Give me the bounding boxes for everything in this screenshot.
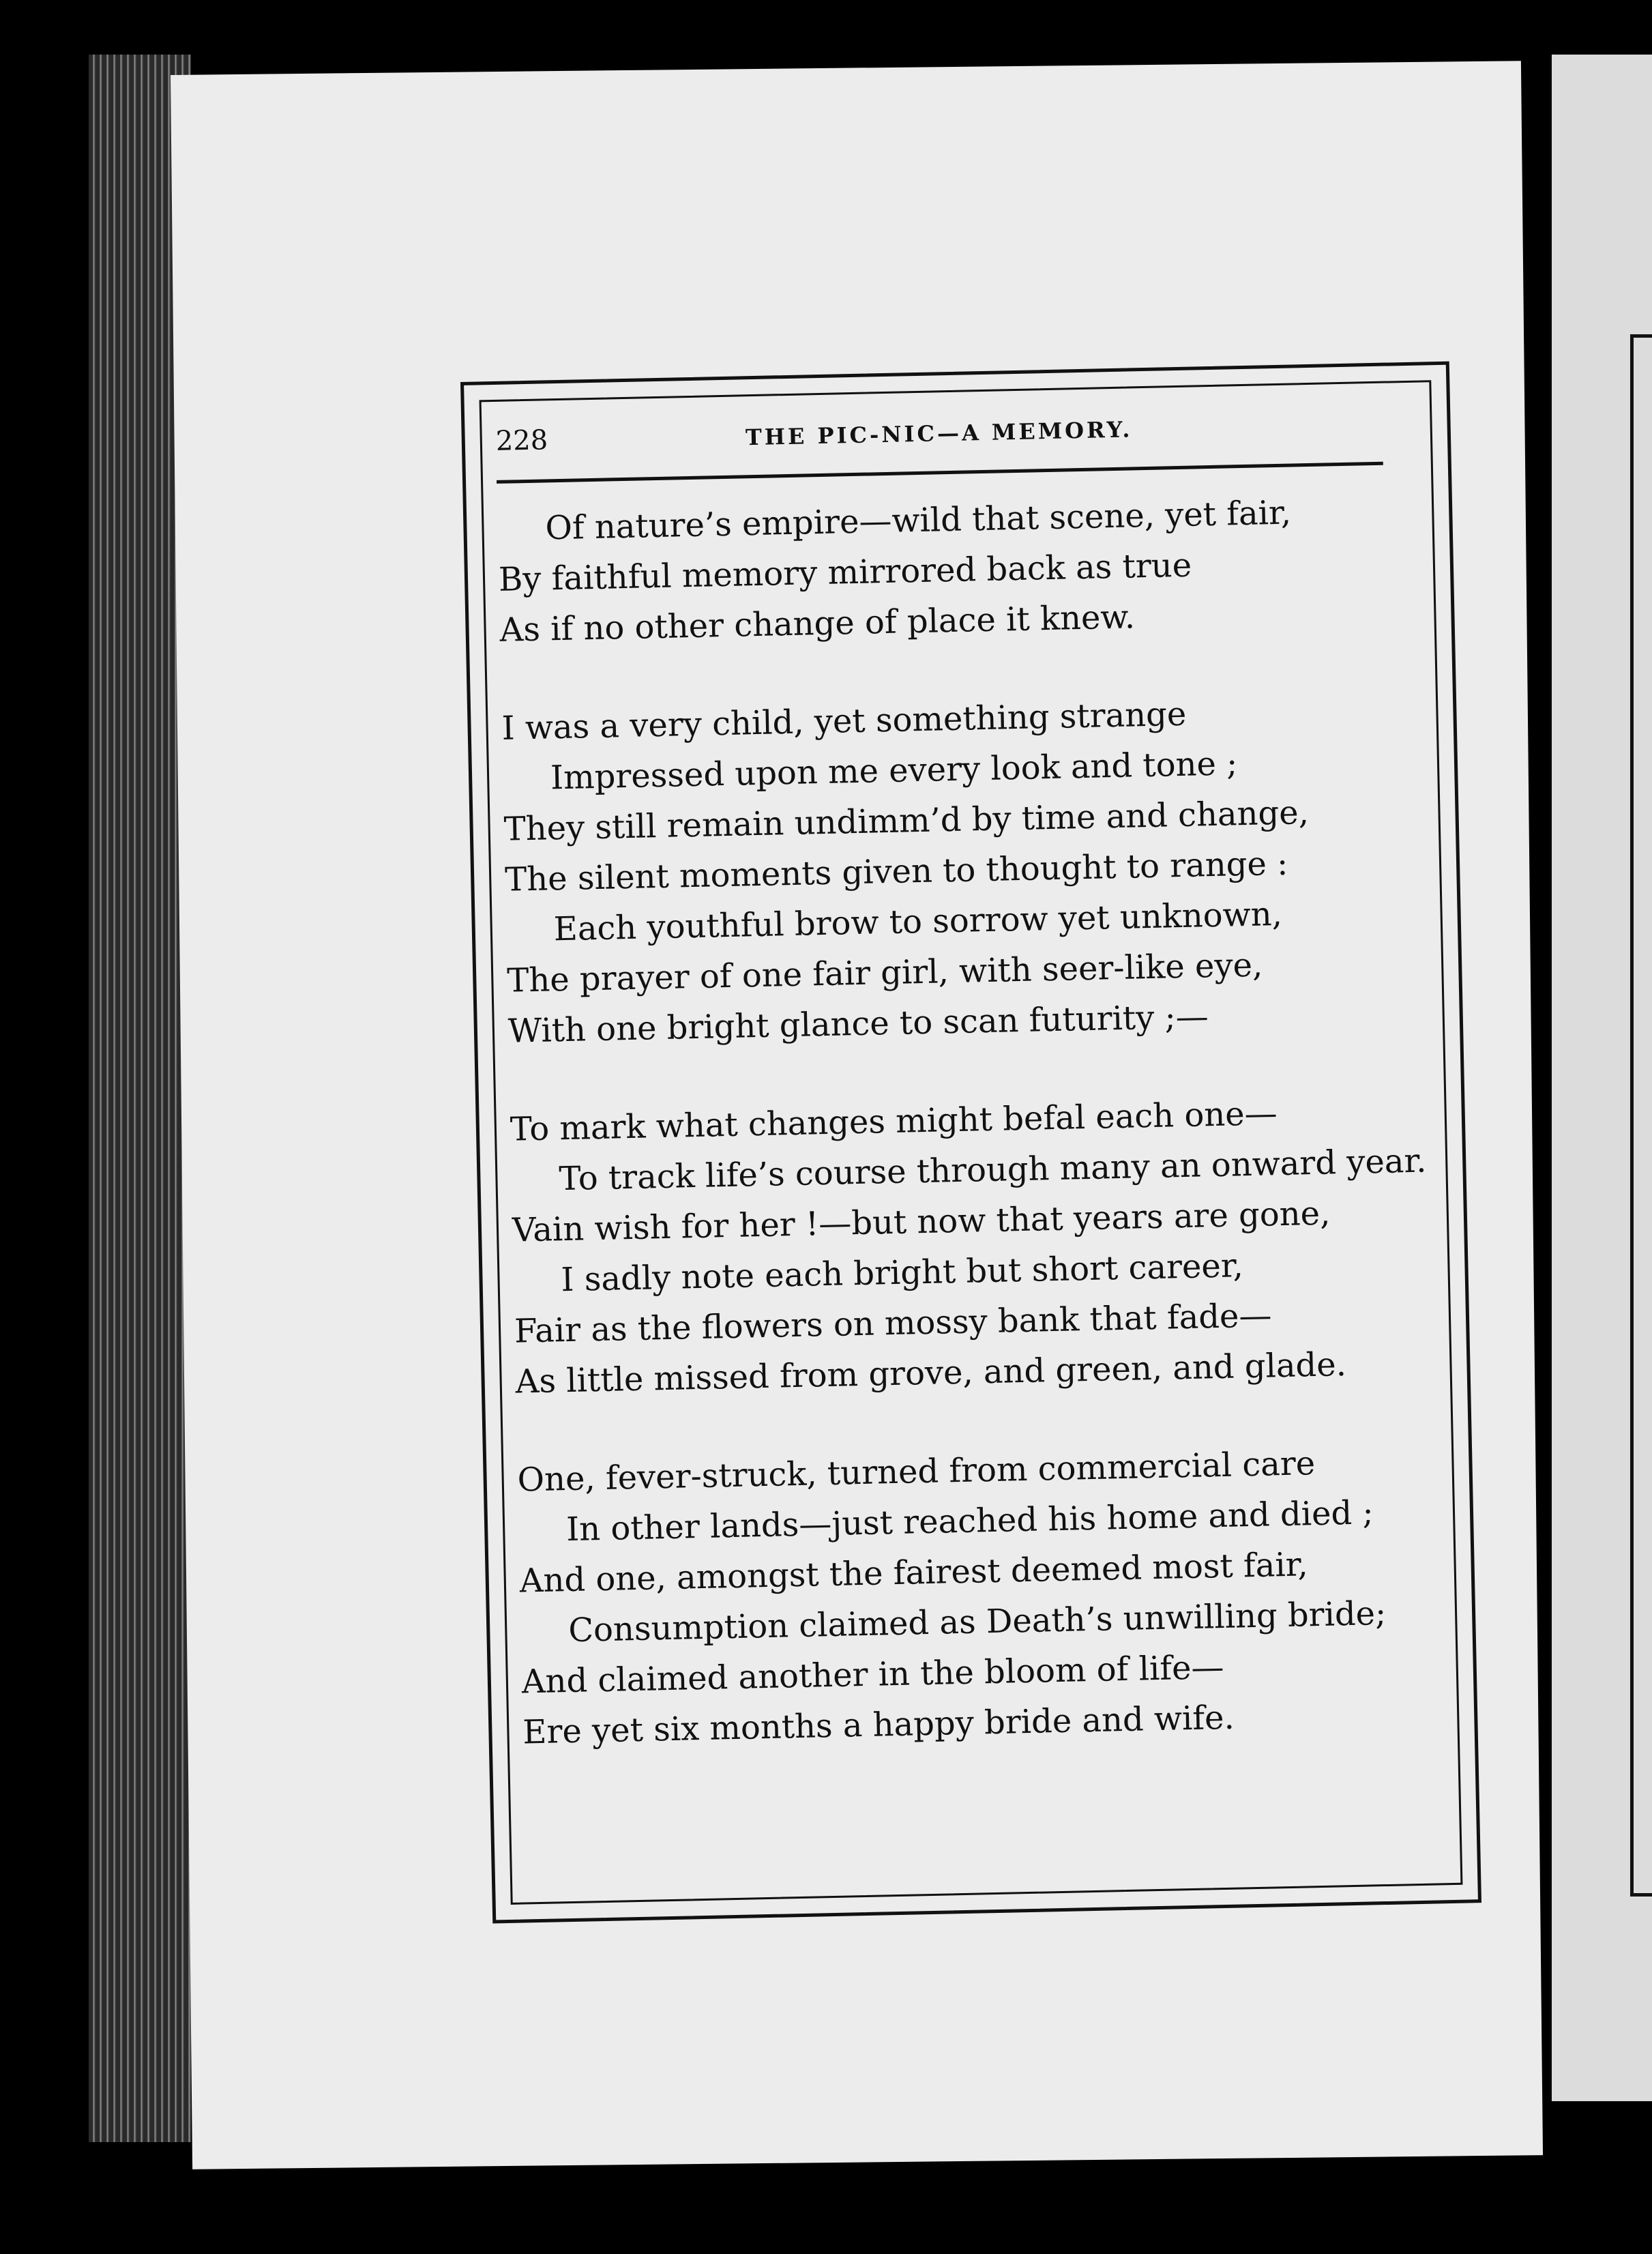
poem-line: I sadly note each bright but short career, [561, 1246, 1244, 1300]
poem-line: Impressed upon me every look and tone ; [550, 744, 1238, 797]
poem-body [497, 485, 1439, 1806]
poem-line: To mark what changes might befal each one— [510, 1094, 1278, 1149]
poem-line: As little missed from grove, and green, and glade. [515, 1345, 1347, 1401]
poem-line: I was a very child, yet something strange [501, 694, 1187, 748]
poem-line: One, fever-struck, turned from commercial care [517, 1444, 1316, 1499]
page-number: 228 [495, 424, 548, 457]
facing-page-frame [1630, 334, 1652, 1897]
poem-line: They still remain undimm’d by time and change, [503, 793, 1310, 849]
running-title: THE PIC-NIC—A MEMORY. [745, 416, 1133, 451]
poem-line: And one, amongst the fairest deemed most fair, [519, 1545, 1309, 1600]
poem-line: To track life’s course through many an onward year. [558, 1141, 1427, 1199]
poem-line: Consumption claimed as Death’s unwilling bride; [567, 1594, 1387, 1650]
poem-line: Of nature’s empire—wild that scene, yet fair, [544, 493, 1292, 548]
poem-line: Vain wish for her !—but now that years are gone, [512, 1194, 1331, 1250]
poem-line: Each youthful brow to sorrow yet unknown, [553, 894, 1283, 949]
stanza [510, 1085, 1430, 1407]
poem-line: The prayer of one fair girl, with seer-like eye, [506, 946, 1263, 1000]
poem-line: With one bright glance to scan futurity ;— [507, 997, 1209, 1051]
poem-line: The silent moments given to thought to range : [504, 844, 1288, 899]
poem-line: Ere yet six months a happy bride and wife. [522, 1698, 1235, 1752]
poem-line: And claimed another in the bloom of life— [521, 1648, 1225, 1701]
stanza [501, 684, 1423, 1057]
poem-line: By faithful memory mirrored back as true [498, 546, 1192, 599]
poem-line: As if no other change of place it knew. [499, 598, 1136, 649]
text-frame [460, 362, 1481, 1924]
stanza [497, 485, 1414, 656]
stanza [517, 1436, 1437, 1758]
poem-line: In other lands—just reached his home and died ; [565, 1493, 1374, 1549]
poem-line: Fair as the flowers on mossy bank that fade— [514, 1296, 1272, 1351]
